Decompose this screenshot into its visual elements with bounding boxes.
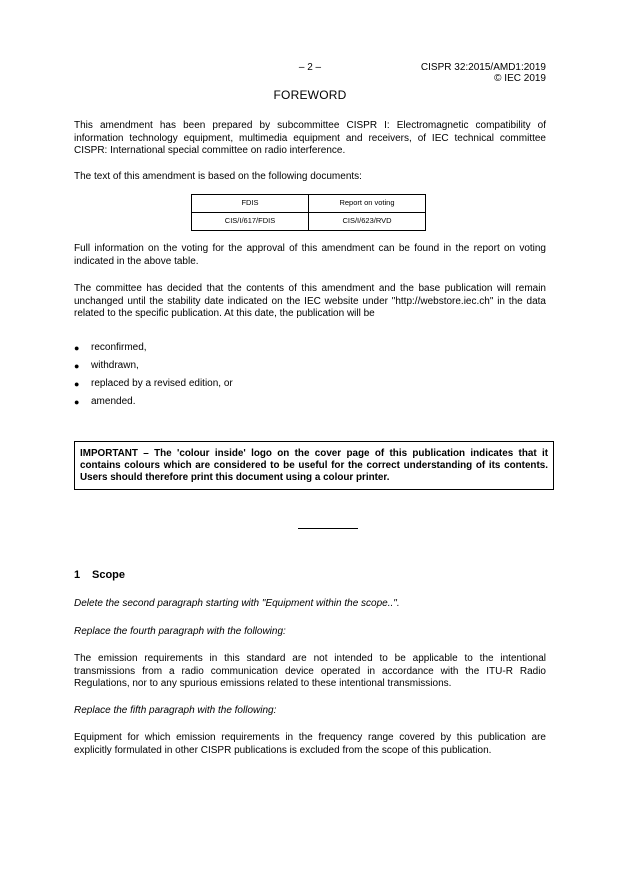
table-header-row bbox=[192, 195, 426, 213]
list-item: ● withdrawn, bbox=[74, 360, 233, 378]
instruction-delete: Delete the second paragraph starting with "Equipment within the scope..". bbox=[74, 598, 400, 609]
emission-requirements-paragraph: The emission requirements in this standard are not intended to be applicable to the intentional transmissions from a radio communication device operated in accordance with the ITU-R Radio Regulations, nor to any spurious emissions related to these intentional transmissions. bbox=[74, 653, 546, 689]
table-cell: CIS/I/623/RVD bbox=[309, 213, 426, 231]
bullet-icon: ● bbox=[74, 361, 80, 371]
bullet-icon: ● bbox=[74, 379, 80, 389]
instruction-replace-fourth: Replace the fourth paragraph with the following: bbox=[74, 626, 286, 637]
page-number: – 2 – bbox=[298, 62, 322, 73]
instruction-replace-fifth: Replace the fifth paragraph with the following: bbox=[74, 705, 277, 716]
important-notice-box: IMPORTANT – The 'colour inside' logo on the cover page of this publication indicates that it contains colours which are considered to be useful for the correct understanding of its contents. Users should therefore print this document using a colour printer. bbox=[74, 441, 554, 490]
table-cell: CIS/I/617/FDIS bbox=[192, 213, 309, 231]
bullet-icon: ● bbox=[74, 397, 80, 407]
bullet-icon: ● bbox=[74, 343, 80, 353]
table-row bbox=[192, 213, 426, 231]
document-reference bbox=[421, 62, 546, 84]
committee-decision-paragraph: The committee has decided that the contents of this amendment and the base publication will remain unchanged until the stability date indicated on the IEC website under "http://webstore.iec.ch" in the data related to the specific publication. At this date, the publication will be bbox=[74, 283, 546, 319]
copyright-notice: © IEC 2019 bbox=[494, 73, 546, 84]
list-item: ● reconfirmed, bbox=[74, 342, 233, 360]
based-on-text: The text of this amendment is based on the following documents: bbox=[74, 171, 362, 182]
table-header-cell: Report on voting bbox=[309, 195, 426, 213]
page-title: FOREWORD bbox=[273, 88, 347, 102]
voting-info-paragraph: Full information on the voting for the approval of this amendment can be found in the report on voting indicated in the above table. bbox=[74, 243, 546, 267]
section-heading bbox=[74, 569, 125, 582]
intro-paragraph: This amendment has been prepared by subcommittee CISPR I: Electromagnetic compatibility of information technology equipment, multimedia equipment and receivers, of IEC technical committee CISPR: International special committee on radio interference. bbox=[74, 120, 546, 156]
section-number: 1 bbox=[74, 569, 81, 581]
table-header-cell: FDIS bbox=[192, 195, 309, 213]
outcome-list bbox=[74, 342, 233, 414]
separator-line bbox=[298, 528, 358, 529]
document-id: CISPR 32:2015/AMD1:2019 bbox=[420, 62, 546, 73]
documents-table bbox=[191, 194, 426, 231]
list-item: ● replaced by a revised edition, or bbox=[74, 378, 233, 396]
equipment-exclusion-paragraph: Equipment for which emission requirements in the frequency range covered by this publication are explicitly formulated in other CISPR publications is excluded from the scope of this publication. bbox=[74, 732, 546, 756]
section-title: Scope bbox=[92, 569, 126, 581]
list-item: ● amended. bbox=[74, 396, 233, 414]
